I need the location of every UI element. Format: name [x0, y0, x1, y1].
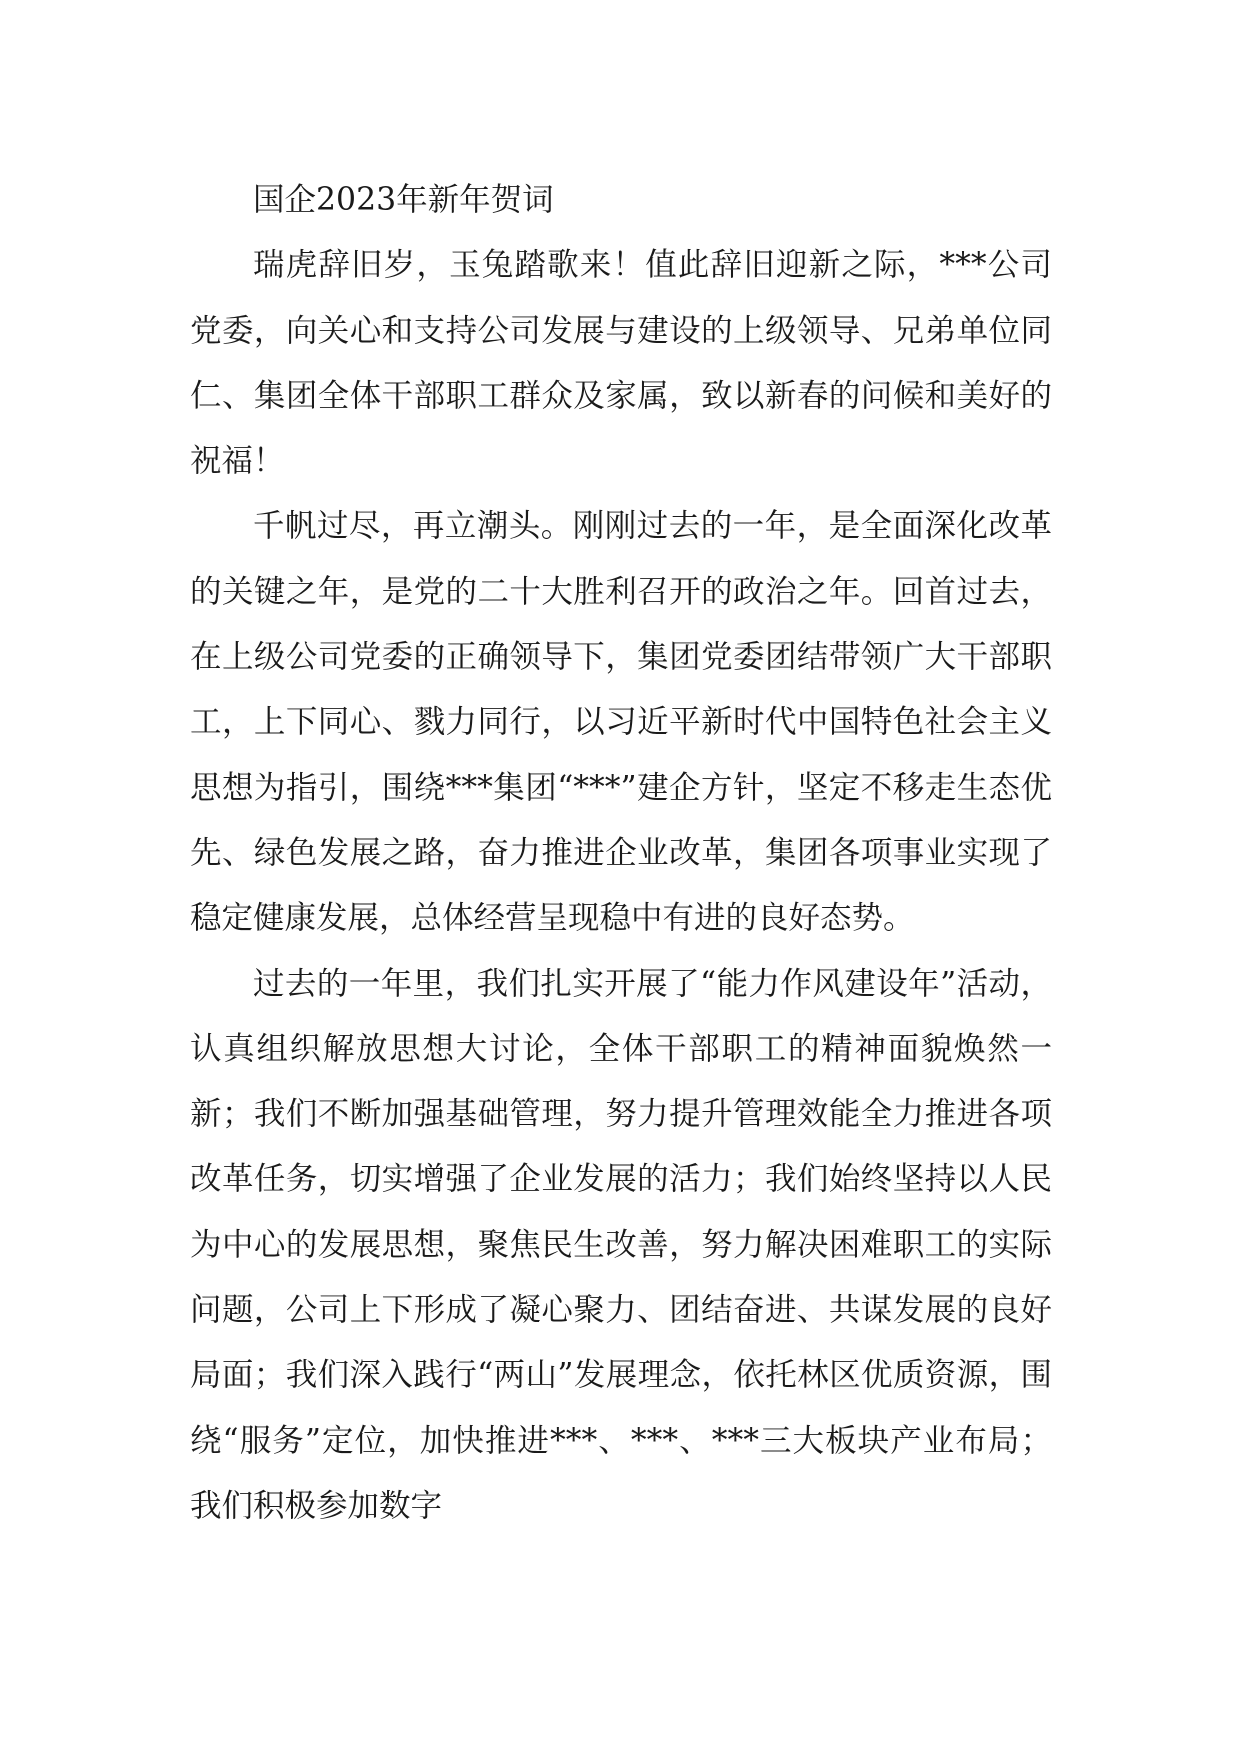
paragraph-achievements: 过去的一年里，我们扎实开展了“能力作风建设年”活动，认真组织解放思想大讨论，全体干部职工的精神面貌焕然一新；我们不断加强基础管理，努力提升管理效能全力推进各项改革任务，切实增强了企业发展的活力；我们始终坚持以人民为中心的发展思想，聚焦民生改善，努力解决困难职工的实际问题，公司上下形成了凝心聚力、团结奋进、共谋发展的良好局面；我们深入践行“两山”发展理念，依托林区优质资源，围绕“服务”定位，加快推进***、***、***三大板块产业布局；我们积极参加数字	[190, 965, 1052, 1524]
paragraph-greeting: 瑞虎辞旧岁，玉兔踏歌来！值此辞旧迎新之际，***公司党委，向关心和支持公司发展与建设的上级领导、兄弟单位同仁、集团全体干部职工群众及家属，致以新春的问候和美好的祝福！	[190, 247, 1052, 480]
document-title: 国企2023年新年贺词	[253, 182, 554, 218]
document-body	[190, 168, 1052, 1539]
paragraph-review: 千帆过尽，再立潮头。刚刚过去的一年，是全面深化改革的关键之年，是党的二十大胜利召开的政治之年。回首过去，在上级公司党委的正确领导下，集团党委团结带领广大干部职工，上下同心、戮力同行，以习近平新时代中国特色社会主义思想为指引，围绕***集团“***”建企方针，坚定不移走生态优先、绿色发展之路，奋力推进企业改革，集团各项事业实现了稳定健康发展，总体经营呈现稳中有进的良好态势。	[190, 508, 1052, 937]
